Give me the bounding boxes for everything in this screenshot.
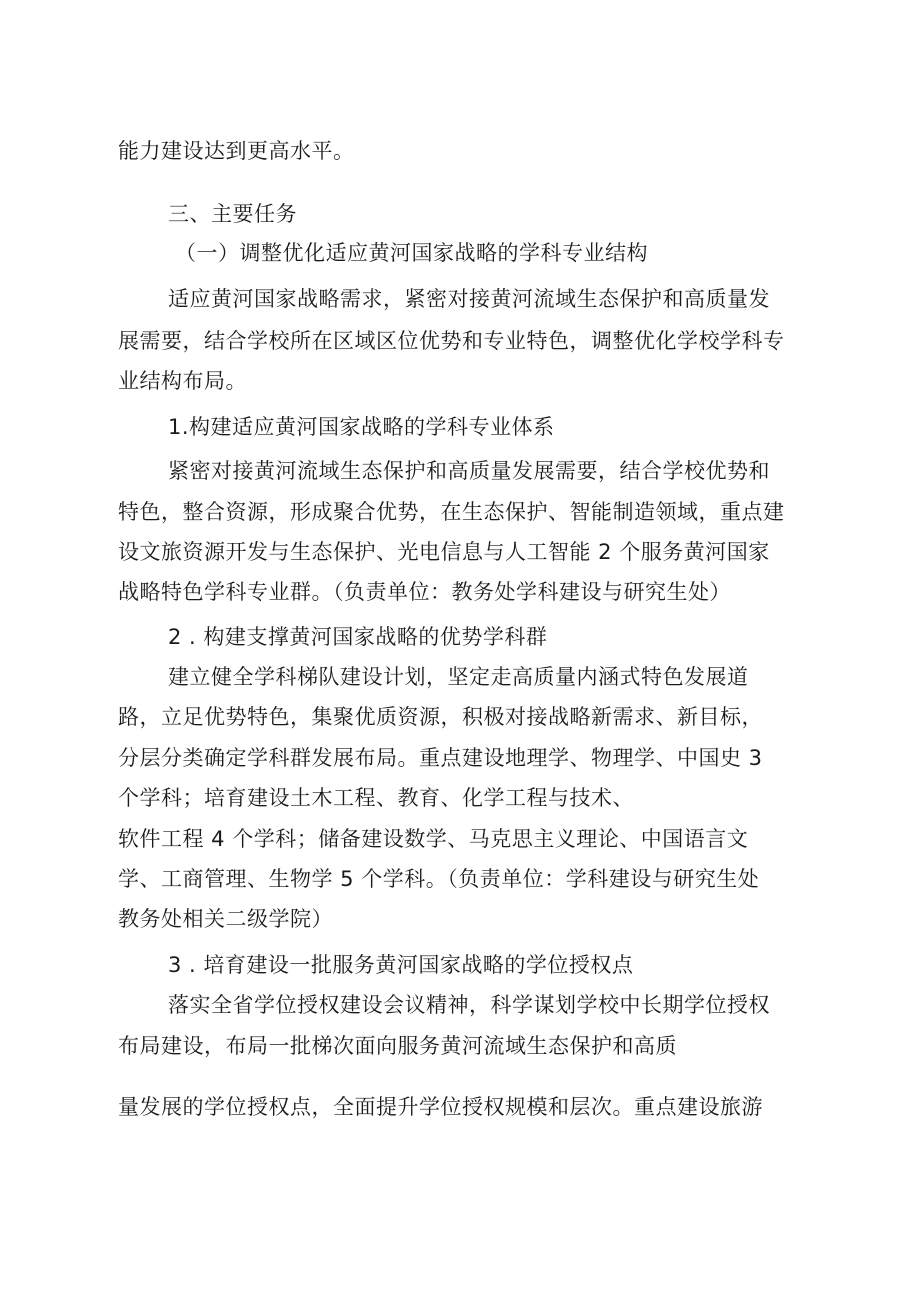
paragraph-line: 建立健全学科梯队建设计划，坚定走高质量内涵式特色发展道	[168, 665, 749, 689]
item-heading-3: 3 . 培育建设一批服务黄河国家战略的学位授权点	[168, 953, 634, 977]
item-heading-1: 1.构建适应黄河国家战略的学科专业体系	[168, 415, 555, 439]
paragraph-line: 路，立足优势特色，集聚优质资源，积极对接战略新需求、新目标，	[118, 705, 763, 729]
section-heading: 三、主要任务	[168, 202, 297, 226]
paragraph-line: 个学科；培育建设土木工程、教育、化学工程与技术、	[118, 786, 634, 810]
paragraph-line: 能力建设达到更高水平。	[118, 139, 355, 163]
paragraph-line: 展需要，结合学校所在区域区位优势和专业特色，调整优化学校学科专	[118, 329, 785, 353]
paragraph-line: 适应黄河国家战略需求，紧密对接黄河流域生态保护和高质量发	[168, 287, 770, 311]
paragraph-line: 特色，整合资源，形成聚合优势，在生态保护、智能制造领域，重点建	[118, 500, 785, 524]
paragraph-line: 学、工商管理、生物学 5 个学科。（负责单位：学科建设与研究生处	[118, 867, 760, 891]
paragraph-line: 战略特色学科专业群。（负责单位：教务处学科建设与研究生处）	[118, 580, 731, 604]
paragraph-line: 业结构布局。	[118, 369, 247, 393]
paragraph-line: 量发展的学位授权点，全面提升学位授权规模和层次。重点建设旅游	[118, 1095, 763, 1119]
paragraph-line: 落实全省学位授权建设会议精神，科学谋划学校中长期学位授权	[168, 993, 770, 1017]
paragraph-line: 教务处相关二级学院）	[118, 907, 333, 931]
subsection-heading: （一）调整优化适应黄河国家战略的学科专业结构	[175, 241, 648, 265]
paragraph-line: 软件工程 4 个学科；储备建设数学、马克思主义理论、中国语言文	[118, 827, 749, 851]
paragraph-line: 紧密对接黄河流域生态保护和高质量发展需要，结合学校优势和	[168, 459, 770, 483]
paragraph-line: 分层分类确定学科群发展布局。重点建设地理学、物理学、中国史 3	[118, 746, 763, 770]
paragraph-line: 设文旅资源开发与生态保护、光电信息与人工智能 2 个服务黄河国家	[118, 540, 770, 564]
item-heading-2: 2 . 构建支撑黄河国家战略的优势学科群	[168, 625, 548, 649]
paragraph-line: 布局建设，布局一批梯次面向服务黄河流域生态保护和高质	[118, 1034, 677, 1058]
